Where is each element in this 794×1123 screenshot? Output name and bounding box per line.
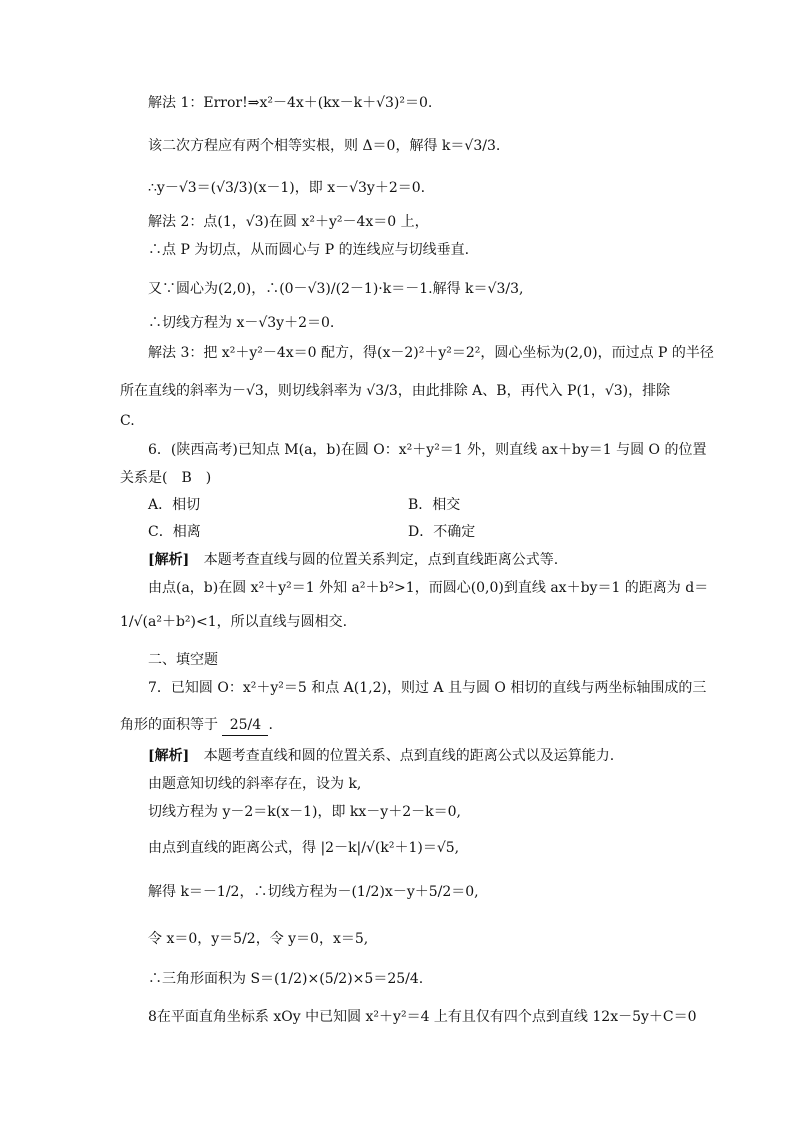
line-7: ∴切线方程为 x－√3y＋2＝0. bbox=[148, 315, 335, 331]
option-c: C．相离 bbox=[148, 524, 201, 540]
option-d: D．不确定 bbox=[408, 524, 476, 540]
line-6: 又∵圆心为(2,0)，∴(0－√3)/(2－1)·k＝－1.解得 k＝√3/3, bbox=[148, 281, 524, 297]
question-7-stem: 7．已知圆 O：x²＋y²＝5 和点 A(1,2)，则过 A 且与圆 O 相切的直线与两坐标轴围成的三 bbox=[148, 680, 707, 696]
line-analysis-1: 由点(a，b)在圆 x²＋y²＝1 外知 a²＋b²>1，而圆心(0,0)到直线 ax＋by＝1 的距离为 d＝ bbox=[148, 580, 709, 596]
question-6-stem: 6．(陕西高考)已知点 M(a，b)在圆 O：x²＋y²＝1 外，则直线 ax＋by＝1 与圆 O 的位置 bbox=[148, 442, 707, 458]
line-10: C. bbox=[120, 413, 135, 429]
line-1: 解法 1：Error!⇒x²－4x＋(kx－k＋√3)²＝0. bbox=[148, 95, 433, 111]
analysis-tag-7: [解析] bbox=[148, 748, 190, 764]
line-8: 解法 3：把 x²＋y²－4x＝0 配方，得(x－2)²＋y²＝2²，圆心坐标为(2,0)，而过点 P 的半径 bbox=[148, 345, 714, 361]
line-s4: 解得 k＝－1/2，∴切线方程为－(1/2)x－y＋5/2＝0, bbox=[148, 884, 479, 900]
line-s6: ∴三角形面积为 S＝(1/2)×(5/2)×5＝25/4. bbox=[148, 971, 424, 987]
line-s1: 由题意知切线的斜率存在，设为 k, bbox=[148, 776, 362, 792]
option-b: B．相交 bbox=[408, 497, 461, 513]
line-s5: 令 x＝0，y＝5/2，令 y＝0，x＝5, bbox=[148, 931, 369, 947]
option-a: A．相切 bbox=[148, 497, 201, 513]
analysis-text-7: 本题考查直线和圆的位置关系、点到直线的距离公式以及运算能力. bbox=[203, 748, 615, 764]
line-3: ∴y－√3＝(√3/3)(x－1)，即 x－√3y＋2＝0. bbox=[148, 180, 426, 196]
question-8-stem: 8在平面直角坐标系 xOy 中已知圆 x²＋y²＝4 上有且仅有四个点到直线 12x－5y＋C＝0 bbox=[148, 1009, 697, 1025]
line-9: 所在直线的斜率为－√3，则切线斜率为 √3/3，由此排除 A、B，再代入 P(1，√3)，排除 bbox=[120, 383, 671, 399]
analysis-text: 本题考查直线与圆的位置关系判定，点到直线距离公式等. bbox=[203, 552, 559, 568]
line-5: ∴点 P 为切点，从而圆心与 P 的连线应与切线垂直. bbox=[148, 242, 470, 258]
line-2: 该二次方程应有两个相等实根，则 Δ＝0，解得 k＝√3/3. bbox=[148, 138, 501, 154]
line-analysis-2: 1/√(a²＋b²)<1，所以直线与圆相交. bbox=[120, 614, 348, 630]
question-7-answer: 25/4 bbox=[222, 715, 268, 736]
analysis-tag: [解析] bbox=[148, 552, 190, 568]
question-6-stem-cont: 关系是( B ) bbox=[120, 470, 212, 486]
line-s3: 由点到直线的距离公式，得 |2－k|/√(k²＋1)＝√5, bbox=[148, 840, 460, 856]
line-s2: 切线方程为 y－2＝k(x－1)，即 kx－y＋2－k＝0, bbox=[148, 804, 461, 820]
line-4: 解法 2：点(1，√3)在圆 x²＋y²－4x＝0 上， bbox=[148, 214, 429, 230]
section-heading: 二、填空题 bbox=[148, 652, 218, 668]
question-7-stem-cont: 角形的面积等于 bbox=[120, 717, 218, 733]
